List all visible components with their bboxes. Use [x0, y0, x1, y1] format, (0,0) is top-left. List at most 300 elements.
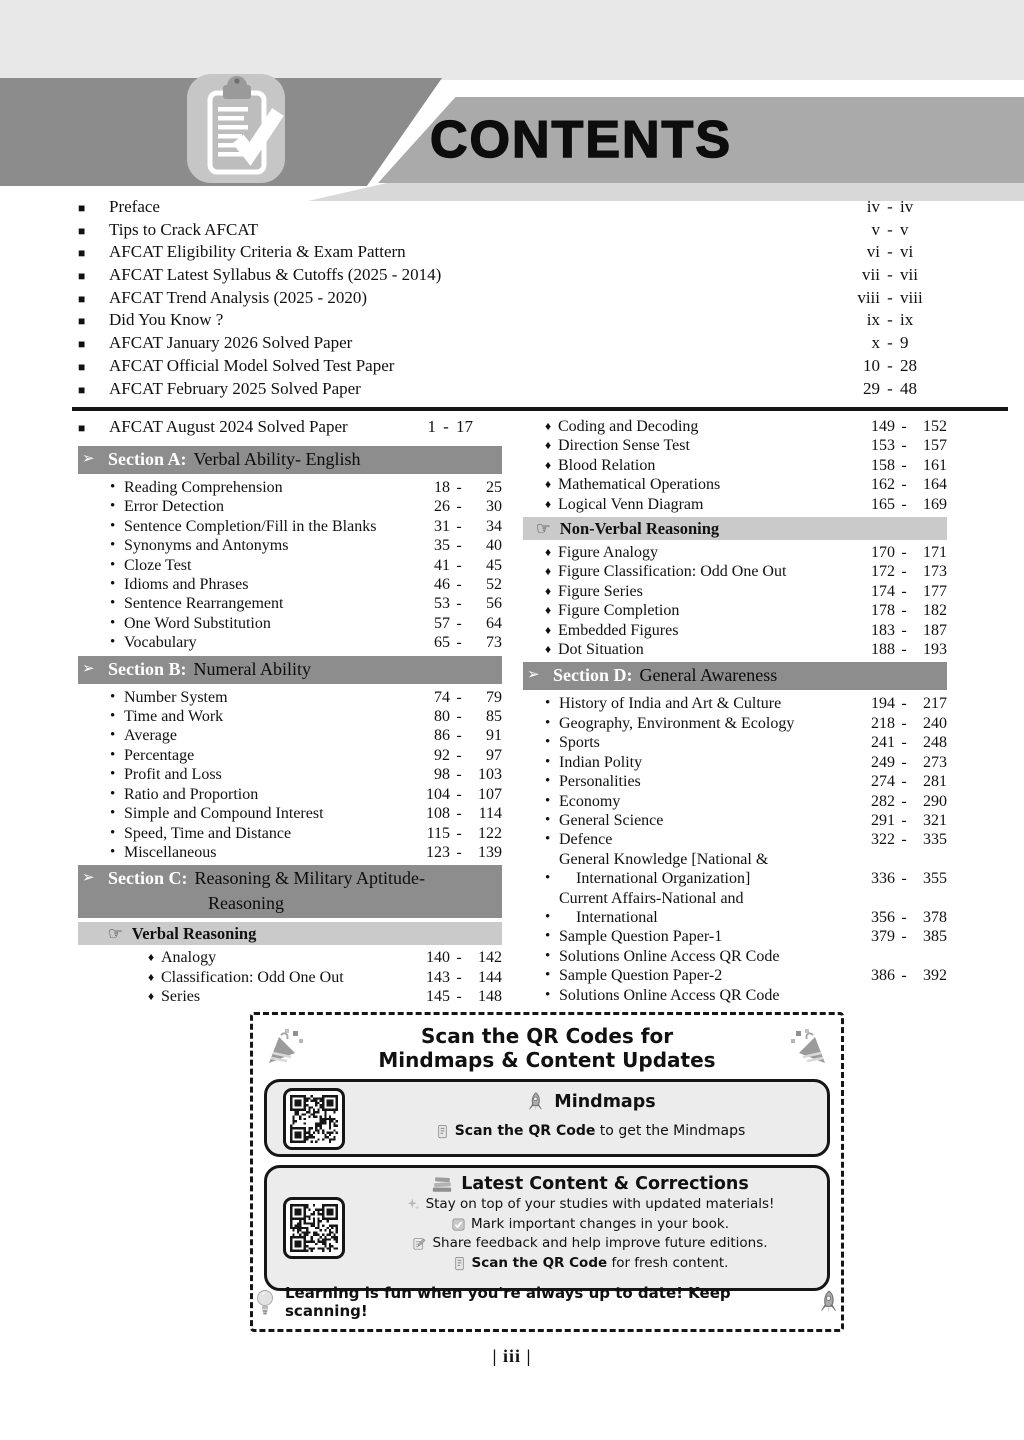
- toc-item: [523, 601, 947, 620]
- toc-item-label: Dot Situation: [558, 641, 644, 659]
- toc-entry-label: AFCAT Eligibility Criteria & Exam Pattern: [109, 242, 406, 262]
- memo-icon: [412, 1236, 427, 1251]
- page-end: vi: [900, 242, 914, 262]
- toc-entry: [78, 379, 946, 402]
- toc-item-label: Ratio and Proportion: [124, 785, 259, 803]
- page-end: viii: [900, 287, 923, 307]
- arrow-bullet-icon: ➢: [527, 667, 540, 684]
- toc-entry-label: AFCAT Latest Syllabus & Cutoffs (2025 - 2014): [109, 265, 442, 285]
- toc-item-label: Defence: [559, 831, 613, 849]
- toc-item-label-line2: International Organization]: [576, 870, 751, 888]
- toc-item-label: Geography, Environment & Ecology: [559, 714, 795, 732]
- page-end: 48: [900, 378, 917, 398]
- page-range: 53 - 56: [434, 595, 502, 613]
- page-range: 274 - 281: [871, 773, 947, 791]
- toc-item-label: Direction Sense Test: [558, 437, 690, 455]
- diamond-bullet-icon: ♦: [148, 989, 155, 1004]
- page-range: 282 - 290: [871, 792, 947, 810]
- square-bullet-icon: ■: [78, 223, 86, 238]
- toc-item-label: General Science: [559, 811, 664, 829]
- page-dash: -: [887, 378, 893, 398]
- page-range: 174 - 177: [871, 582, 947, 600]
- dot-bullet-icon: •: [110, 766, 116, 783]
- toc-item: [78, 707, 502, 726]
- page-dash: -: [887, 287, 893, 307]
- page-range: 386 - 392: [871, 967, 947, 985]
- page-range: 218 - 240: [871, 714, 947, 732]
- toc-right-column: [523, 417, 947, 1005]
- page-range: 115 - 122: [426, 824, 502, 842]
- toc-item-label: Sentence Rearrangement: [124, 595, 284, 613]
- dot-bullet-icon: •: [110, 479, 116, 495]
- toc-item: [523, 772, 947, 791]
- page-end: v: [900, 219, 909, 239]
- section-a-items: [78, 478, 502, 653]
- toc-item-label: Cloze Test: [124, 556, 192, 574]
- toc-item-label-line2: International: [576, 908, 658, 926]
- page-dash: -: [887, 197, 893, 216]
- toc-item: [78, 614, 502, 633]
- toc-item-label: Figure Analogy: [558, 544, 658, 562]
- square-bullet-icon: ■: [78, 337, 86, 352]
- dot-bullet-icon: •: [110, 708, 116, 725]
- page-range: 183 - 187: [871, 621, 947, 639]
- diamond-bullet-icon: ♦: [545, 419, 552, 433]
- toc-entry: [78, 220, 946, 243]
- toc-item-label: Sentence Completion/Fill in the Blanks: [124, 517, 377, 535]
- toc-item-label: Series: [161, 988, 201, 1006]
- section-b-items: [78, 688, 502, 863]
- square-bullet-icon: ■: [78, 314, 86, 329]
- page-range: 149 - 152: [871, 418, 947, 435]
- checkbox-icon: [451, 1217, 466, 1232]
- toc-item-label: Profit and Loss: [124, 766, 222, 784]
- page-range: 162 - 164: [871, 476, 947, 494]
- page-start: 10: [863, 355, 880, 375]
- page-range: 153 - 157: [871, 437, 947, 455]
- toc-item-label: General Knowledge [National &: [559, 850, 769, 868]
- page-range: 165 - 169: [871, 495, 947, 513]
- section-title: Numeral Ability: [193, 658, 311, 679]
- toc-item-label: Miscellaneous: [124, 843, 217, 861]
- toc-item: [523, 562, 947, 581]
- toc-item-label: History of India and Art & Culture: [559, 695, 782, 713]
- dot-bullet-icon: •: [545, 773, 551, 790]
- square-bullet-icon: ■: [78, 201, 86, 215]
- section-c-header: [78, 865, 502, 918]
- page-range: 158 - 161: [871, 456, 947, 474]
- page-range: 188 - 193: [871, 641, 947, 659]
- toc-entry-august-2024: [78, 417, 502, 443]
- page-range: [836, 310, 946, 330]
- toc-entry: [78, 197, 946, 220]
- toc-item: [523, 475, 947, 494]
- diamond-bullet-icon: ♦: [148, 969, 155, 984]
- page-range: 336 - 355: [871, 870, 947, 888]
- page-start: iv: [866, 197, 880, 216]
- toc-item: [78, 633, 502, 652]
- updates-qr-code: [283, 1197, 345, 1259]
- page-range: 291 - 321: [871, 811, 947, 829]
- page-end: 28: [900, 355, 917, 375]
- rocket-icon: [524, 1091, 546, 1113]
- toc-item: [78, 575, 502, 594]
- toc-item: [78, 785, 502, 804]
- toc-item: [523, 986, 947, 1005]
- dot-bullet-icon: •: [545, 908, 551, 925]
- party-popper-icon: [789, 1027, 829, 1067]
- toc-item: [523, 966, 947, 985]
- page-range: [836, 379, 946, 399]
- updates-box: [264, 1165, 830, 1291]
- subheading-label: Non-Verbal Reasoning: [559, 519, 720, 539]
- toc-item: [78, 746, 502, 765]
- toc-entry: [78, 242, 946, 265]
- toc-item: [78, 536, 502, 555]
- nonverbal-reasoning-subheader: [523, 517, 947, 540]
- dot-bullet-icon: •: [545, 928, 551, 945]
- page-range: [836, 242, 946, 262]
- toc-entry-label: AFCAT February 2025 Solved Paper: [109, 378, 361, 398]
- toc-item: [78, 843, 502, 862]
- toc-item-label: Simple and Compound Interest: [124, 805, 324, 823]
- toc-item: [78, 968, 502, 987]
- toc-item-label: Classification: Odd One Out: [161, 968, 344, 986]
- toc-item-label: Speed, Time and Distance: [124, 824, 292, 842]
- square-bullet-icon: ■: [78, 359, 86, 374]
- section-b-header: [78, 656, 502, 684]
- nonverbal-reasoning-items: [523, 543, 947, 659]
- dot-bullet-icon: •: [545, 714, 551, 731]
- dot-bullet-icon: •: [110, 556, 116, 573]
- dot-bullet-icon: •: [110, 576, 116, 593]
- toc-item-label: Solutions Online Access QR Code: [559, 947, 780, 965]
- dot-bullet-icon: •: [110, 614, 116, 631]
- dot-bullet-icon: •: [545, 811, 551, 828]
- page-start: x: [871, 333, 880, 353]
- dot-bullet-icon: •: [110, 785, 116, 802]
- page-start: ix: [866, 310, 880, 330]
- page-end: iv: [900, 197, 914, 216]
- toc-item: [523, 850, 947, 889]
- dot-bullet-icon: •: [110, 517, 116, 534]
- page-end: vii: [900, 265, 918, 285]
- toc-item: [78, 726, 502, 745]
- toc-entry: [78, 265, 946, 288]
- page-start: vii: [862, 265, 880, 285]
- divider-rule: [72, 407, 1008, 411]
- verbal-reasoning-items-continued: [523, 417, 947, 514]
- party-popper-icon: [265, 1027, 305, 1067]
- mindmaps-heading: Mindmaps: [554, 1091, 656, 1112]
- dot-bullet-icon: •: [545, 967, 551, 984]
- page-range: 178 - 182: [871, 602, 947, 620]
- page-range: 86 - 91: [434, 727, 502, 745]
- diamond-bullet-icon: ♦: [545, 477, 552, 492]
- dot-bullet-icon: •: [110, 843, 116, 860]
- mindmaps-box: [264, 1079, 830, 1157]
- updates-line4-bold: Scan the QR Code: [471, 1254, 608, 1271]
- dot-bullet-icon: •: [545, 870, 551, 887]
- page-start: 29: [863, 378, 880, 398]
- toc-item: [523, 927, 947, 946]
- diamond-bullet-icon: ♦: [148, 950, 155, 965]
- toc-item: [523, 753, 947, 772]
- toc-item-label: Percentage: [124, 746, 195, 764]
- toc-item-label: Mathematical Operations: [558, 476, 721, 494]
- toc-item-label: Error Detection: [124, 498, 224, 516]
- qr-panel: [250, 1012, 844, 1332]
- page-range: 170 - 171: [871, 544, 947, 562]
- dot-bullet-icon: •: [545, 792, 551, 809]
- page-range: 18 - 25: [434, 479, 502, 496]
- dot-bullet-icon: •: [110, 746, 116, 763]
- square-bullet-icon: ■: [78, 246, 86, 261]
- section-d-items: [523, 694, 947, 1005]
- page-range: [836, 265, 946, 285]
- toc-left-column: [78, 417, 502, 1007]
- toc-item-label: Logical Venn Diagram: [558, 495, 704, 513]
- toc-item: [523, 456, 947, 475]
- dot-bullet-icon: •: [110, 688, 116, 705]
- page-end: 9: [900, 333, 909, 353]
- diamond-bullet-icon: ♦: [545, 438, 552, 453]
- toc-item: [523, 811, 947, 830]
- page-range: [836, 288, 946, 308]
- toc-entry: [78, 356, 946, 379]
- toc-item-label: Reading Comprehension: [124, 479, 283, 496]
- dot-bullet-icon: •: [545, 831, 551, 848]
- dot-bullet-icon: •: [110, 805, 116, 822]
- qr-panel-title-line2: Mindmaps & Content Updates: [378, 1048, 716, 1072]
- dot-bullet-icon: •: [545, 753, 551, 770]
- toc-item: [523, 694, 947, 713]
- page-range: 123 - 139: [426, 843, 502, 861]
- diamond-bullet-icon: ♦: [545, 545, 552, 560]
- toc-entry-label: AFCAT January 2026 Solved Paper: [109, 333, 353, 353]
- page-range: 140 - 142: [426, 949, 502, 967]
- verbal-reasoning-items: [78, 948, 502, 1006]
- toc-item-label: Sports: [559, 734, 600, 752]
- toc-item-label: One Word Substitution: [124, 614, 271, 632]
- page-range: 143 - 144: [426, 968, 502, 986]
- pointing-hand-icon: ☞: [536, 519, 551, 539]
- toc-item: [523, 417, 947, 436]
- page-range: 26 - 30: [434, 498, 502, 516]
- arrow-bullet-icon: ➢: [82, 451, 95, 467]
- subheading-label: Verbal Reasoning: [131, 924, 257, 944]
- toc-item: [523, 640, 947, 659]
- page-start: v: [871, 219, 880, 239]
- front-matter-list: [78, 197, 946, 401]
- toc-item: [523, 792, 947, 811]
- toc-item: [78, 824, 502, 843]
- toc-item-label: Number System: [124, 688, 228, 706]
- sparkles-icon: [406, 1197, 421, 1212]
- toc-item-label: Current Affairs-National and: [559, 889, 744, 907]
- toc-item-label: Figure Completion: [558, 602, 680, 620]
- toc-item-label: Solutions Online Access QR Code: [559, 986, 780, 1004]
- updates-line2: Mark important changes in your book.: [470, 1215, 730, 1232]
- toc-item: [78, 688, 502, 707]
- section-title: General Awareness: [639, 665, 778, 686]
- toc-item: [78, 497, 502, 516]
- section-title: Verbal Ability- English: [193, 449, 361, 469]
- square-bullet-icon: ■: [78, 382, 86, 397]
- toc-item: [523, 436, 947, 455]
- toc-item: [523, 947, 947, 966]
- page-range: 41 - 45: [434, 556, 502, 574]
- page-dash: -: [887, 265, 893, 285]
- diamond-bullet-icon: ♦: [545, 603, 552, 618]
- dot-bullet-icon: •: [110, 498, 116, 515]
- toc-entry: [78, 310, 946, 333]
- page-range: 35 - 40: [434, 537, 502, 555]
- toc-item-label: Figure Classification: Odd One Out: [558, 563, 787, 581]
- updates-line4-rest: for fresh content.: [607, 1254, 729, 1271]
- page-range: 241 - 248: [871, 734, 947, 752]
- toc-item-label: Coding and Decoding: [558, 418, 699, 435]
- section-a-header: [78, 446, 502, 474]
- section-label: Section D:: [553, 665, 633, 686]
- toc-item: [523, 621, 947, 640]
- toc-entry-label: AFCAT Trend Analysis (2025 - 2020): [109, 287, 368, 307]
- page-range: 57 - 64: [434, 614, 502, 632]
- toc-item-label: Sample Question Paper-2: [559, 967, 723, 985]
- page-range: 194 - 217: [871, 695, 947, 713]
- page-range: 1 - 17: [427, 417, 473, 436]
- square-bullet-icon: ■: [78, 421, 86, 435]
- toc-entry-label: AFCAT August 2024 Solved Paper: [109, 417, 348, 436]
- toc-entry-label: Preface: [109, 197, 160, 216]
- page-start: vi: [866, 242, 880, 262]
- page-range: 92 - 97: [434, 746, 502, 764]
- toc-item: [78, 517, 502, 536]
- header-top-strip: [0, 0, 1024, 80]
- toc-item-label: Sample Question Paper-1: [559, 928, 723, 946]
- page-dash: -: [887, 242, 893, 262]
- page-range: 379 - 385: [871, 928, 947, 946]
- page-range: 31 - 34: [434, 517, 502, 535]
- toc-entry: [78, 333, 946, 356]
- section-label: Section C:: [108, 868, 188, 889]
- page-range: 65 - 73: [434, 634, 502, 652]
- toc-item: [523, 733, 947, 752]
- toc-item-label: Figure Series: [558, 582, 643, 600]
- dot-bullet-icon: •: [110, 634, 116, 651]
- scroll-icon: [452, 1256, 467, 1271]
- page-number: | iii |: [492, 1346, 532, 1366]
- page-range: 104 - 107: [426, 785, 502, 803]
- page-range: 172 - 173: [871, 563, 947, 581]
- section-d-header: [523, 662, 947, 690]
- toc-item: [523, 889, 947, 928]
- page-end: ix: [900, 310, 914, 330]
- dot-bullet-icon: •: [545, 947, 551, 964]
- verbal-reasoning-subheader: [78, 922, 502, 945]
- arrow-bullet-icon: ➢: [82, 870, 95, 887]
- diamond-bullet-icon: ♦: [545, 622, 552, 637]
- toc-entry: [78, 288, 946, 311]
- qr-panel-footer-text: Learning is fun when you're always up to date! Keep scanning!: [285, 1284, 731, 1320]
- toc-item-label: Vocabulary: [124, 634, 197, 652]
- page-dash: -: [887, 355, 893, 375]
- mindmaps-line-rest: to get the Mindmaps: [595, 1123, 746, 1139]
- page-range: [836, 220, 946, 240]
- section-title-line2: Reasoning: [208, 893, 284, 914]
- dot-bullet-icon: •: [545, 986, 551, 1003]
- diamond-bullet-icon: ♦: [545, 496, 552, 511]
- dot-bullet-icon: •: [110, 824, 116, 841]
- toc-item-label: Time and Work: [124, 708, 224, 726]
- page-dash: -: [887, 310, 893, 330]
- page-range: [836, 197, 946, 217]
- updates-heading: Latest Content & Corrections: [461, 1173, 749, 1194]
- lightbulb-icon: [253, 1288, 277, 1316]
- pointing-hand-icon: ☞: [108, 924, 123, 944]
- page-range: 108 - 114: [426, 805, 502, 823]
- scroll-icon: [435, 1124, 450, 1139]
- toc-item-label: Average: [124, 727, 177, 745]
- page-range: 80 - 85: [434, 708, 502, 726]
- toc-item: [78, 804, 502, 823]
- section-label: Section B:: [108, 658, 187, 679]
- toc-item-label: Idioms and Phrases: [124, 576, 249, 594]
- page-dash: -: [887, 333, 893, 353]
- toc-item: [523, 543, 947, 562]
- clipboard-check-icon: [186, 70, 286, 184]
- page-range: 356 - 378: [871, 908, 947, 926]
- toc-item-label: Synonyms and Antonyms: [124, 537, 289, 555]
- toc-item-label: Blood Relation: [558, 456, 656, 474]
- dot-bullet-icon: •: [110, 595, 116, 612]
- toc-item: [78, 765, 502, 784]
- toc-item: [78, 478, 502, 497]
- dot-bullet-icon: •: [545, 695, 551, 712]
- square-bullet-icon: ■: [78, 291, 86, 306]
- diamond-bullet-icon: ♦: [545, 642, 552, 657]
- toc-item: [78, 594, 502, 613]
- toc-item-label: Embedded Figures: [558, 621, 679, 639]
- toc-item: [523, 830, 947, 849]
- toc-entry-label: Tips to Crack AFCAT: [109, 219, 259, 239]
- toc-item: [78, 987, 502, 1006]
- toc-entry-label: AFCAT Official Model Solved Test Paper: [109, 355, 395, 375]
- toc-item-label: Indian Polity: [559, 753, 643, 771]
- mindmaps-line-bold: Scan the QR Code: [454, 1123, 596, 1139]
- toc-item: [523, 495, 947, 514]
- page-range: 74 - 79: [434, 688, 502, 706]
- toc-item: [523, 582, 947, 601]
- page-range: 249 - 273: [871, 753, 947, 771]
- diamond-bullet-icon: ♦: [545, 457, 552, 472]
- dot-bullet-icon: •: [545, 734, 551, 751]
- updates-line1: Stay on top of your studies with updated materials!: [425, 1196, 775, 1212]
- page-range: 46 - 52: [434, 576, 502, 594]
- qr-panel-title-line1: Scan the QR Codes for: [420, 1024, 674, 1048]
- dot-bullet-icon: •: [110, 537, 116, 554]
- page-title: CONTENTS: [430, 111, 732, 169]
- page-range: 322 - 335: [871, 831, 947, 849]
- arrow-bullet-icon: ➢: [82, 660, 95, 677]
- updates-line3: Share feedback and help improve future editions.: [432, 1235, 768, 1251]
- page-range: [836, 356, 946, 376]
- toc-entry-label: Did You Know ?: [109, 310, 224, 330]
- toc-item: [78, 556, 502, 575]
- page-range: 98 - 103: [434, 766, 502, 784]
- books-icon: [431, 1173, 453, 1195]
- toc-item: [523, 714, 947, 733]
